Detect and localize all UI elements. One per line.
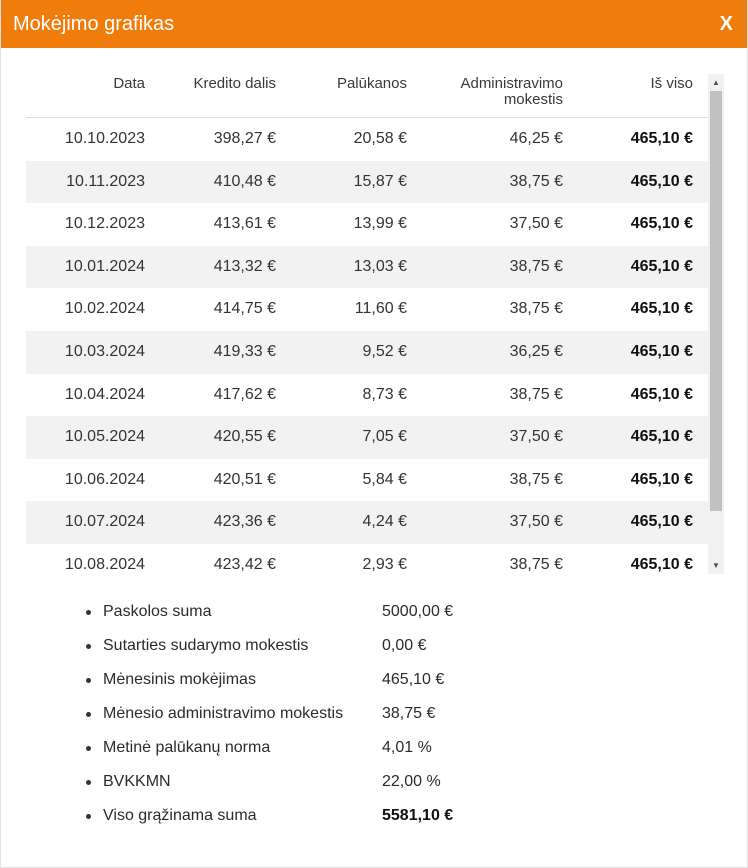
header-credit: Kredito dalis [193,75,276,92]
cell-admin-fee: 38,75 € [509,470,563,488]
summary-value: 0,00 € [382,637,427,654]
cell-date: 10.04.2024 [64,385,145,403]
cell-date: 10.02.2024 [64,300,145,318]
schedule-table-container[interactable] [26,74,724,574]
bullet-icon [86,610,91,615]
cell-date: 10.10.2023 [64,130,145,147]
summary-label: Viso grąžinama suma [103,807,257,824]
bullet-icon [86,712,91,717]
scrollbar[interactable] [708,74,724,574]
summary-value: 5581,10 € [382,807,454,824]
summary-value: 4,01 % [382,739,432,756]
cell-total: 465,10 € [630,130,693,147]
summary-label: BVKKMN [103,773,171,790]
cell-credit: 413,61 € [213,215,276,233]
schedule-table [26,74,708,574]
cell-date: 10.03.2024 [64,342,145,360]
close-button[interactable]: X [719,13,733,35]
table-row [26,203,708,246]
cell-date: 10.06.2024 [64,470,145,488]
summary-item [86,799,686,833]
table-row [26,501,708,544]
cell-interest: 9,52 € [362,342,407,360]
summary-label: Sutarties sudarymo mokestis [103,637,309,654]
bullet-icon [86,814,91,819]
summary-label: Paskolos suma [103,603,212,620]
summary-item [86,595,686,629]
bullet-icon [86,678,91,683]
table-row [26,459,708,502]
cell-credit: 417,62 € [213,385,276,403]
cell-admin-fee: 46,25 € [509,130,563,147]
loan-summary-list [86,595,686,833]
cell-date: 10.12.2023 [64,215,145,233]
header-total: Iš viso [650,75,693,92]
header-date: Data [113,75,145,92]
cell-admin-fee: 38,75 € [509,172,563,190]
summary-value: 5000,00 € [382,603,454,620]
summary-value: 38,75 € [382,705,436,722]
cell-interest: 7,05 € [362,428,407,446]
cell-total: 465,10 € [630,215,693,233]
table-row [26,374,708,417]
cell-total: 465,10 € [630,513,693,531]
cell-credit: 420,51 € [213,470,276,488]
cell-date: 10.07.2024 [64,513,145,531]
summary-value: 465,10 € [382,671,445,688]
cell-interest: 5,84 € [362,470,407,488]
cell-admin-fee: 37,50 € [509,215,563,233]
table-row [26,331,708,374]
cell-date: 10.11.2023 [66,172,145,190]
cell-admin-fee: 38,75 € [509,555,563,573]
summary-item [86,629,686,663]
bullet-icon [86,644,91,649]
cell-interest: 8,73 € [362,385,407,403]
cell-admin-fee: 37,50 € [509,513,563,531]
cell-interest: 2,93 € [362,555,407,573]
cell-interest: 13,99 € [353,215,407,233]
table-body [26,118,708,574]
header-interest: Palūkanos [336,75,407,92]
summary-value: 22,00 % [382,773,441,790]
table-row [26,118,708,161]
bullet-icon [86,780,91,785]
summary-item [86,663,686,697]
cell-admin-fee: 36,25 € [509,342,563,360]
cell-total: 465,10 € [630,428,693,446]
cell-credit: 423,36 € [213,513,276,531]
scrollbar-thumb[interactable] [710,91,722,511]
cell-credit: 398,27 € [213,130,276,147]
table-header [26,74,708,118]
bullet-icon [86,746,91,751]
cell-interest: 13,03 € [353,257,407,275]
table-row [26,416,708,459]
cell-admin-fee: 37,50 € [509,428,563,446]
header-admin-line2: mokestis [503,91,563,108]
summary-label: Mėnesio administravimo mokestis [103,705,344,722]
cell-credit: 414,75 € [213,300,276,318]
cell-interest: 4,24 € [362,513,407,531]
summary-item [86,731,686,765]
table-row [26,288,708,331]
cell-interest: 11,60 € [354,300,407,318]
cell-total: 465,10 € [630,257,693,275]
cell-interest: 15,87 € [353,172,407,190]
summary-item [86,697,686,731]
cell-admin-fee: 38,75 € [509,257,563,275]
cell-date: 10.05.2024 [64,428,145,446]
cell-credit: 420,55 € [213,428,276,446]
header-admin-line1: Administravimo [460,75,563,92]
cell-credit: 423,42 € [213,555,276,573]
cell-total: 465,10 € [630,300,693,318]
dialog-header [1,0,747,48]
summary-label: Metinė palūkanų norma [103,739,271,756]
cell-total: 465,10 € [630,172,693,190]
dialog-title: Mokėjimo grafikas [13,12,175,35]
cell-credit: 419,33 € [213,342,276,360]
summary-label: Mėnesinis mokėjimas [103,671,256,688]
table-row [26,161,708,204]
scroll-up-arrow-icon[interactable]: ▲ [712,78,720,87]
cell-total: 465,10 € [630,385,693,403]
cell-total: 465,10 € [630,555,693,573]
cell-admin-fee: 38,75 € [509,300,563,318]
cell-credit: 410,48 € [213,172,276,190]
cell-credit: 413,32 € [213,257,276,275]
cell-total: 465,10 € [630,342,693,360]
cell-interest: 20,58 € [353,130,407,147]
cell-admin-fee: 38,75 € [509,385,563,403]
table-row [26,544,708,574]
cell-total: 465,10 € [630,470,693,488]
header-admin-fee [403,76,563,108]
scroll-down-arrow-icon[interactable]: ▼ [712,561,720,570]
summary-item [86,765,686,799]
cell-date: 10.08.2024 [64,555,145,573]
table-row [26,246,708,289]
cell-date: 10.01.2024 [64,257,145,275]
